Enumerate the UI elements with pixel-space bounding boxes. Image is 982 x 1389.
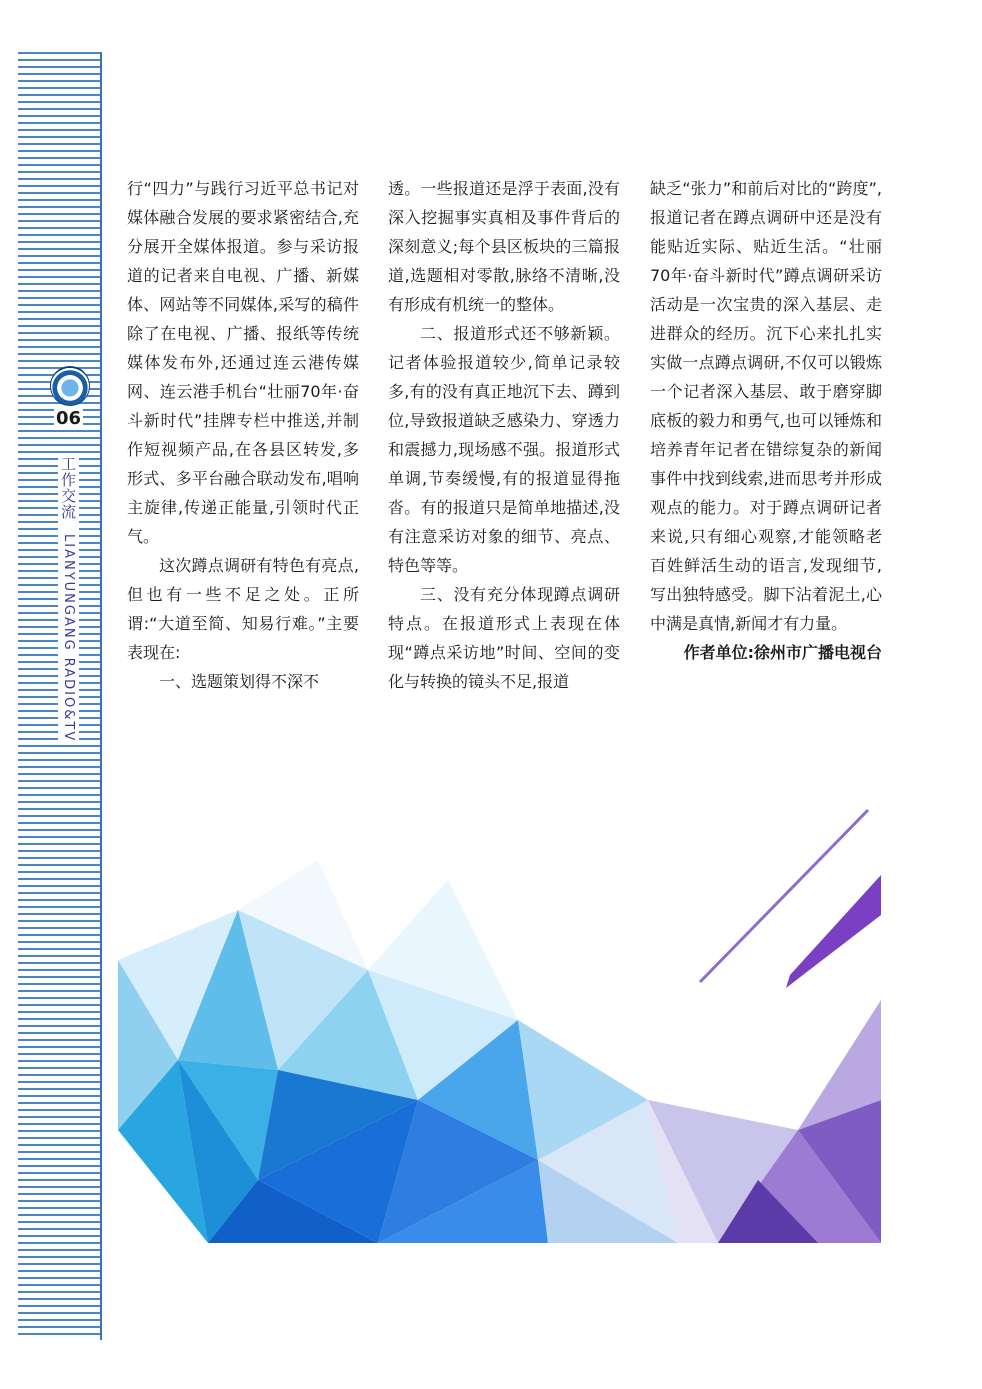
decorative-polygon-art	[118, 800, 881, 1243]
paragraph: 这次蹲点调研有特色有亮点,但也有一些不足之处。正所谓:“大道至简、知易行难。”主要表现在:	[127, 556, 359, 662]
paragraph: 三、没有充分体现蹲点调研特点。在报道形式上表现在体现“蹲点采访地”时间、空间的变化与转换的镜头不足,报道	[388, 585, 620, 691]
section-english: LIANYUNGANG RADIO&TV	[61, 533, 76, 743]
paragraph: 二、报道形式还不够新颖。记者体验报道较少,简单记录较多,有的没有真正地沉下去、蹲到位,导致报道缺乏感染力、穿透力和震撼力,现场感不强。报道形式单调,节奏缓慢,有的报道显得拖沓。有的报道只是简单地描述,没有注意采访对象的细节、亮点、特色等等。	[388, 324, 620, 575]
paragraph: 行“四力”与践行习近平总书记对媒体融合发展的要求紧密结合,充分展开全媒体报道。参与采访报道的记者来自电视、广播、新媒体、网站等不同媒体,采写的稿件除了在电视、广播、报纸等传统媒体发布外,还通过连云港传媒网、连云港手机台“壮丽70年·奋斗新时代”挂牌专栏中推送,并制作短视频产品,在各县区转发,多形式、多平台融合联动发布,唱响主旋律,传递正能量,引领时代正气。	[127, 179, 359, 546]
article-column-2	[388, 174, 620, 696]
page-number: 06	[56, 408, 82, 429]
author-affiliation: 作者单位:徐州市广播电视台	[683, 643, 882, 662]
article-column-3	[650, 174, 882, 667]
paragraph: 缺乏“张力”和前后对比的“跨度”,报道记者在蹲点调研中还是没有能贴近实际、贴近生活。“壮丽70年·奋斗新时代”蹲点调研采访活动是一次宝贵的深入基层、走进群众的经历。沉下心来扎扎实实做一点蹲点调研,不仅可以锻炼一个记者深入基层、敢于磨穿脚底板的毅力和勇气,也可以锤炼和培养青年记者在错综复杂的新闻事件中找到线索,进而思考并形成观点的能力。对于蹲点调研记者来说,只有细心观察,才能领略老百姓鲜活生动的语言,发现细节,写出独特感受。脚下沾着泥土,心中满是真情,新闻才有力量。	[650, 179, 882, 633]
article-column-1	[127, 174, 359, 696]
section-title: 工作交流	[59, 456, 77, 520]
section-label	[58, 456, 79, 742]
magazine-logo-icon	[50, 366, 90, 406]
polygon-background-icon	[118, 800, 881, 1243]
paragraph: 一、选题策划得不深不	[159, 672, 320, 691]
paragraph: 透。一些报道还是浮于表面,没有深入挖掘事实真相及事件背后的深刻意义;每个县区板块的三篇报道,选题相对零散,脉络不清晰,没有形成有机统一的整体。	[388, 179, 620, 314]
